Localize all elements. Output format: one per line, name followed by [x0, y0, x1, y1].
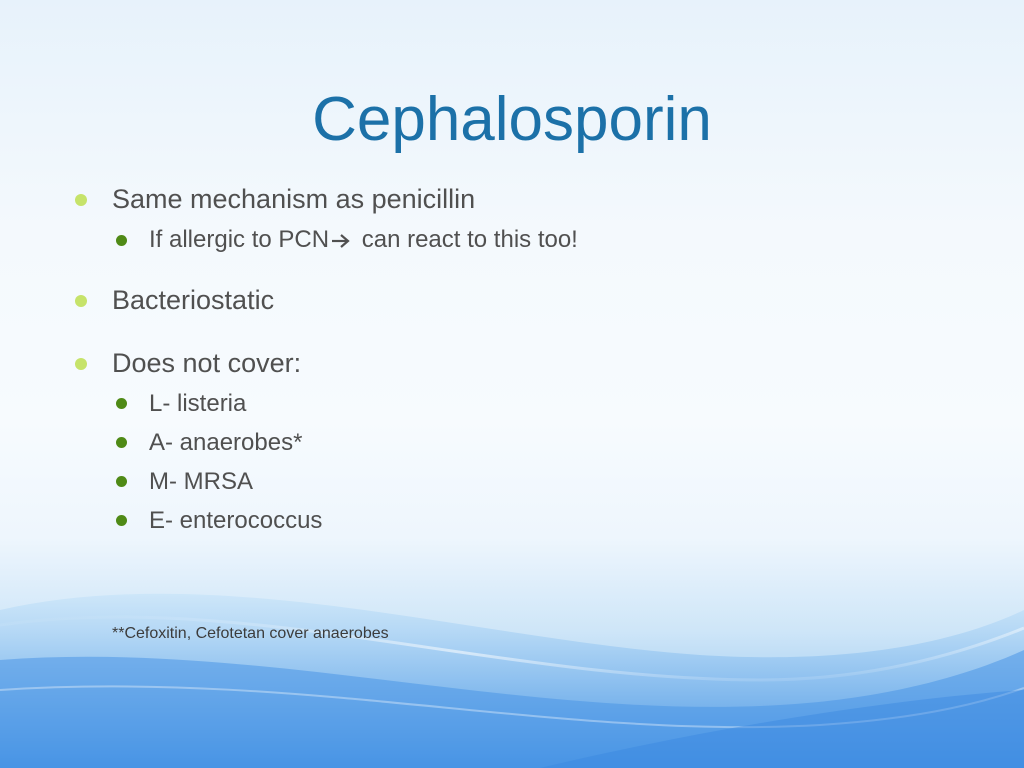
bullet-icon: [75, 295, 87, 307]
sub-bullet-icon: [116, 476, 127, 487]
bullet-icon: [75, 194, 87, 206]
sub-bullet-item-enterococcus: E- enterococcus: [149, 507, 323, 534]
sub-bullet-icon: [116, 515, 127, 526]
allergy-text-end: can react to this too!: [355, 226, 578, 253]
bullet-icon: [75, 358, 87, 370]
bullet-item-mechanism: Same mechanism as penicillin: [112, 184, 476, 214]
sub-bullet-icon: [116, 398, 127, 409]
footnote: **Cefoxitin, Cefotetan cover anaerobes: [112, 625, 389, 642]
right-arrow-icon: [331, 233, 351, 249]
allergy-text-start: If allergic to PCN: [149, 226, 330, 253]
sub-bullet-item-listeria: L- listeria: [149, 390, 247, 417]
sub-bullet-item-anaerobes: A- anaerobes*: [149, 429, 303, 456]
sub-bullet-icon: [116, 437, 127, 448]
slide-title: Cephalosporin: [312, 85, 712, 154]
sub-bullet-item-allergy: [149, 226, 578, 254]
bullet-item-does-not-cover: Does not cover:: [112, 348, 302, 378]
bullet-item-bacteriostatic: Bacteriostatic: [112, 285, 275, 315]
sub-bullet-item-mrsa: M- MRSA: [149, 468, 253, 495]
sub-bullet-icon: [116, 235, 127, 246]
